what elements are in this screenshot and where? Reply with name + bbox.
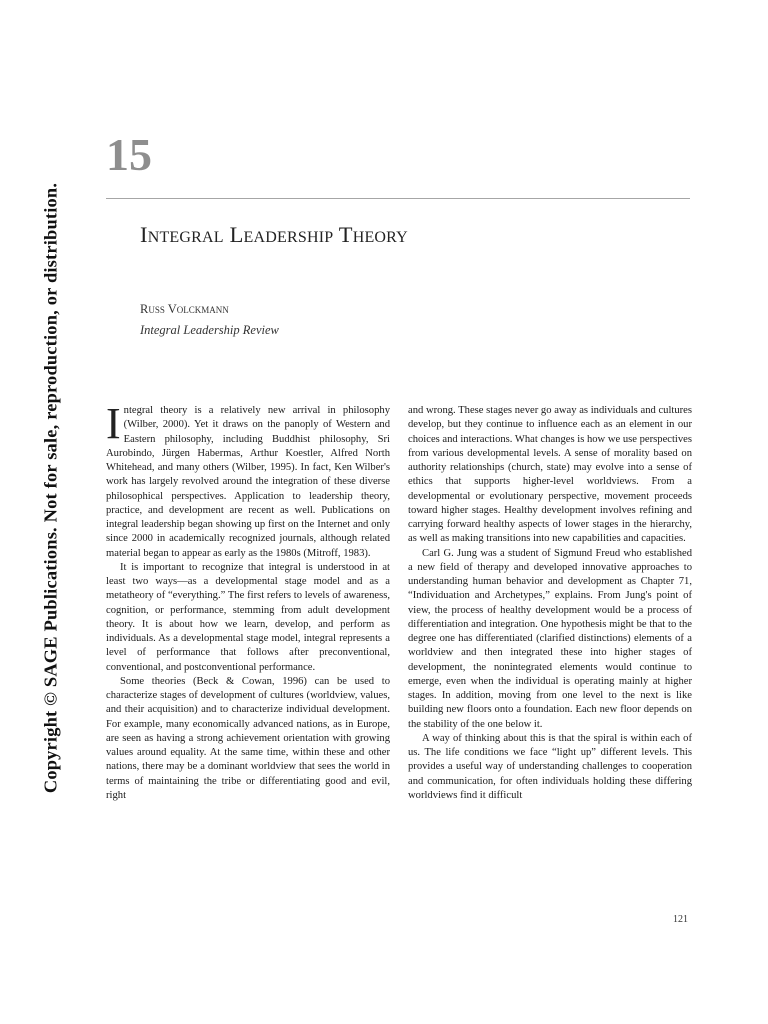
author-name: Russ Volckmann	[140, 302, 229, 316]
chapter-title: Integral Leadership Theory	[140, 222, 408, 247]
paragraph: Carl G. Jung was a student of Sigmund Freud who established a new field of therapy and developed innovative approaches to understanding human behavior and development as Chapter 71, “Individuation and Archetypes,” explains. From Jung's point of view, the process of healthy development would be a process of differentiation and integration. One hypothesis might be that to the degree one has differentiated (clarified distinctions) elements of a worldview and then integrated these into higher stages of development, the nonintegrated elements would continue to emerge, even when the individual is operating mainly at higher stages. In addition, moving from one level to the next is like building new floors onto a foundation. Each new floor depends on the stability of the one below it.	[408, 547, 692, 730]
page-number: 121	[673, 914, 688, 925]
left-column	[106, 399, 390, 803]
paragraph: A way of thinking about this is that the spiral is within each of us. The life conditions we face “light up” different levels. This provides a useful way of understanding challenges to cooperation and communication, for often individuals holding these differing worldviews find it difficult	[408, 732, 692, 801]
chapter-divider	[106, 198, 690, 199]
drop-cap: I	[106, 399, 121, 448]
paragraph: It is important to recognize that integral is understood in at least two ways—as a developmental stage model and as a metatheory of “everything.” The first refers to levels of awareness, cognition, or performance, stemming from adult development theory. It is about how we learn, develop, and perform as individuals. As a developmental stage model, integral represents a level of performance that follows after preconventional, conventional, and postconventional performance.	[106, 561, 390, 673]
paragraph: Some theories (Beck & Cowan, 1996) can be used to characterize stages of development of cultures (worldview, values, and their acquisition) and to characterize individual development. For example, many economically advanced nations, as in Europe, are seen as having a strong achievement orientation with growing values around equality. At the same time, within these and other nations, there may be a dominant worldview that sees the world in terms of maintaining the tribe or differentiating good and evil, right	[106, 675, 390, 801]
paragraph: and wrong. These stages never go away as individuals and cultures develop, but they continue to influence each as an element in our choices and interactions. What changes is how we use perspectives from various developmental levels. A sense of morality based on authority relationships (church, state) may evolve into a sense of ethics that supports higher-level worldviews. From a developmental or evolutionary perspective, movement proceeds toward higher stages. Healthy development involves refining and carrying forward healthy aspects of lower stages in the hierarchy, as well as making transitions into new capabilities and capacities.	[408, 405, 692, 545]
chapter-number: 15	[106, 129, 152, 180]
copyright-notice: Copyright © SAGE Publications. Not for sale, reproduction, or distribution.	[40, 182, 61, 794]
paragraph-text: ntegral theory is a relatively new arrival in philosophy (Wilber, 2000). Yet it draws on the panoply of Western and Eastern philosophy, including Buddhist philosophy, Sri Aurobindo, Jürgen Habermas, Arthur Koestler, Alfred North Whitehead, and many others (Wilber, 1995). In fact, Ken Wilber's work has largely revolved around the integration of these diverse philosophical perspectives. Application to leadership theory, practice, and development are recent as well. Publications on integral leadership began showing up first on the Internet and only since 2000 in academically recognized journals, although related material began to appear as early as the 1980s (Mitroff, 1983).	[106, 405, 390, 559]
paragraph	[106, 399, 390, 561]
right-column	[408, 404, 692, 803]
author-affiliation: Integral Leadership Review	[140, 323, 279, 337]
